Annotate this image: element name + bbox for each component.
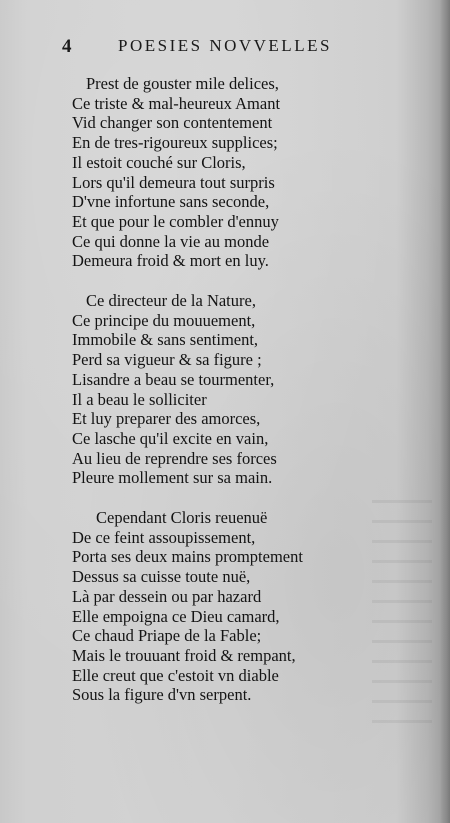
poem-line: Mais le trouuant froid & rempant,	[72, 645, 296, 665]
poem-line: Elle creut que c'estoit vn diable	[72, 665, 279, 685]
poem-line: Porta ses deux mains promptement	[72, 547, 303, 567]
poem-line: Au lieu de reprendre ses forces	[72, 448, 277, 468]
bleed-through-texture	[372, 500, 432, 740]
poem-line: Ce chaud Priape de la Fable;	[72, 626, 262, 646]
poem-line: Là par dessein ou par hazard	[72, 586, 262, 606]
poem-line: Il a beau le solliciter	[72, 389, 207, 409]
poem-line: Demeura froid & mort en luy.	[72, 251, 269, 271]
poem-line: En de tres-rigoureux supplices;	[72, 133, 278, 153]
poem-line: Sous la figure d'vn serpent.	[72, 685, 252, 705]
poem-line: Et que pour le combler d'ennuy	[72, 211, 279, 231]
poem-line: Perd sa vigueur & sa figure ;	[72, 350, 262, 370]
poem-line: Immobile & sans sentiment,	[72, 330, 259, 350]
poem-line: Ce qui donne la vie au monde	[72, 231, 270, 251]
poem-text	[72, 74, 372, 725]
page-header	[62, 36, 402, 60]
stanza-2	[72, 291, 372, 488]
poem-line: Ce triste & mal-heureux Amant	[72, 93, 281, 113]
poem-line: D'vne infortune sans seconde,	[72, 192, 270, 212]
poem-line: Ce lasche qu'il excite en vain,	[72, 428, 269, 448]
running-head: POESIES NOVVELLES	[118, 36, 332, 55]
poem-line: De ce feint assoupissement,	[72, 527, 256, 547]
poem-line: Vid changer son contentement	[72, 113, 273, 133]
poem-line: Il estoit couché sur Cloris,	[72, 152, 246, 172]
poem-line: Lisandre a beau se tourmenter,	[72, 369, 275, 389]
poem-line: Ce directeur de la Nature,	[86, 291, 256, 311]
stanza-1	[72, 74, 372, 271]
poem-line: Cependant Cloris reuenuë	[96, 508, 268, 528]
poem-line: Dessus sa cuisse toute nuë,	[72, 567, 251, 587]
page-number: 4	[62, 36, 72, 57]
stanza-3	[72, 508, 372, 705]
poem-line: Elle empoigna ce Dieu camard,	[72, 606, 280, 626]
poem-line: Ce principe du mouuement,	[72, 310, 256, 330]
poem-line: Et luy preparer des amorces,	[72, 409, 261, 429]
poem-line: Pleure mollement sur sa main.	[72, 468, 273, 488]
page-edge-shadow	[440, 0, 450, 823]
poem-line: Prest de gouster mile delices,	[86, 74, 279, 93]
poem-line: Lors qu'il demeura tout surpris	[72, 172, 275, 192]
